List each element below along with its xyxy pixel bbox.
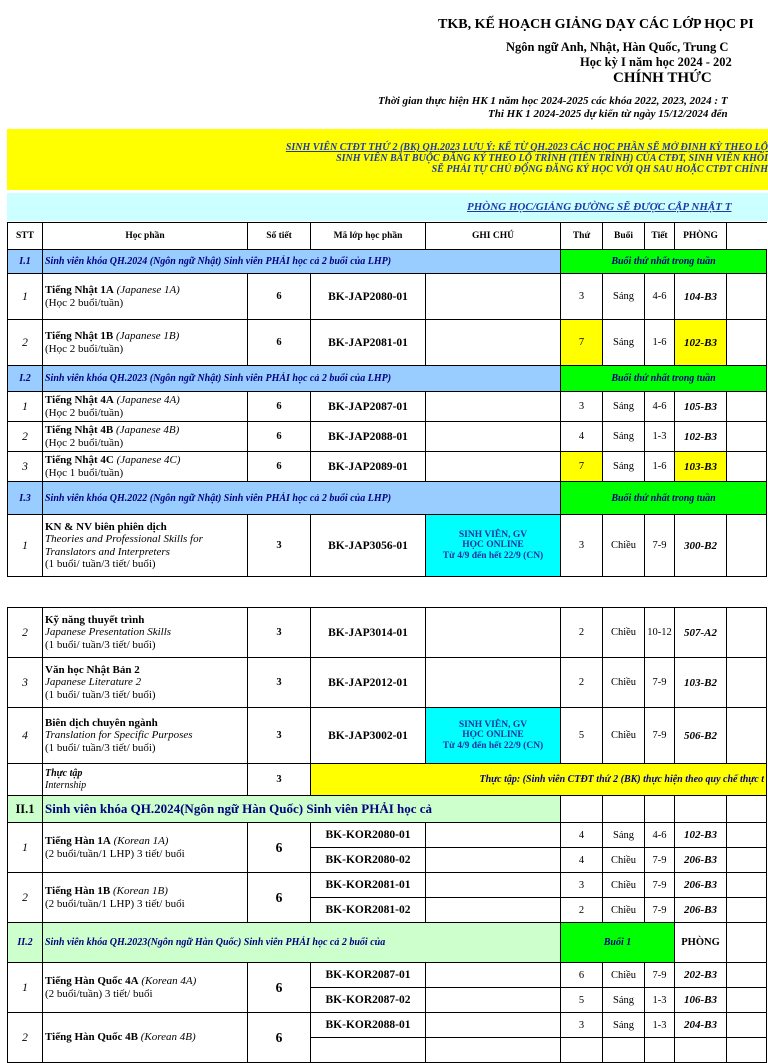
- session: Chiều: [603, 608, 645, 658]
- section-row: [8, 923, 767, 963]
- session: Sáng: [603, 988, 645, 1013]
- note: [426, 823, 561, 848]
- section-row: [8, 250, 767, 274]
- row-stt: 4: [8, 708, 43, 764]
- notice-banner: [7, 129, 768, 190]
- col-room: PHÒNG: [675, 223, 727, 250]
- period: 4-6: [645, 392, 675, 422]
- extra-cell: [727, 1038, 767, 1063]
- note: [426, 608, 561, 658]
- room: 105-B3: [675, 392, 727, 422]
- class-code: BK-KOR2080-02: [311, 848, 426, 873]
- period: 1-3: [645, 1013, 675, 1038]
- room: 206-B3: [675, 898, 727, 923]
- section-title: Sinh viên khóa QH.2024(Ngôn ngữ Hàn Quốc) Sinh viên PHẢI học cả: [43, 796, 561, 823]
- section-slot: Buổi 1: [561, 923, 675, 963]
- table-row: [8, 708, 767, 764]
- row-stt: 1: [8, 515, 43, 577]
- notice-line-2: SINH VIÊN BẮT BUỘC ĐĂNG KÝ THEO LỘ TRÌNH (TIẾN TRÌNH) CỦA CTĐT, SINH VIÊN KHÔI: [336, 153, 768, 164]
- period: 7-9: [645, 658, 675, 708]
- empty-cell: [675, 796, 727, 823]
- class-code: BK-KOR2087-01: [311, 963, 426, 988]
- course-name: Thực tập Internship: [43, 764, 248, 796]
- period: 1-3: [645, 422, 675, 452]
- course-name: Kỹ năng thuyết trình Japanese Presentation Skills (1 buổi/ tuần/3 tiết/ buổi): [43, 608, 248, 658]
- section-title: Sinh viên khóa QH.2023 (Ngôn ngữ Nhật) Sinh viên PHẢI học cả 2 buổi của LHP): [43, 366, 561, 392]
- note: [426, 1038, 561, 1063]
- day: 4: [561, 422, 603, 452]
- class-code: BK-JAP2081-01: [311, 320, 426, 366]
- day: 2: [561, 608, 603, 658]
- periods: 6: [248, 452, 311, 482]
- extra-cell: [727, 274, 767, 320]
- table-row: [8, 608, 767, 658]
- col-session: Buổi: [603, 223, 645, 250]
- session: Chiều: [603, 708, 645, 764]
- section-row: [8, 796, 767, 823]
- room: 103-B3: [675, 452, 727, 482]
- periods: 3: [248, 515, 311, 577]
- table-row: [8, 764, 767, 796]
- empty-cell: [603, 796, 645, 823]
- room: 104-B3: [675, 274, 727, 320]
- room-notice-bar: [7, 193, 768, 221]
- extra-cell: [727, 658, 767, 708]
- day: 2: [561, 658, 603, 708]
- schedule-table-2: [7, 607, 767, 1063]
- row-stt: 3: [8, 452, 43, 482]
- day: 5: [561, 988, 603, 1013]
- course-name: Tiếng Nhật 1A (Japanese 1A) (Học 2 buổi/tuần): [43, 274, 248, 320]
- extra-cell: [727, 823, 767, 848]
- period: 1-6: [645, 320, 675, 366]
- extra-cell: [727, 422, 767, 452]
- table-row: [8, 1013, 767, 1038]
- room: 300-B2: [675, 515, 727, 577]
- section-slot: Buổi thứ nhất trong tuần: [561, 366, 767, 392]
- day: 3: [561, 392, 603, 422]
- room: 507-A2: [675, 608, 727, 658]
- row-stt: 1: [8, 963, 43, 1013]
- day: 5: [561, 708, 603, 764]
- class-code: BK-JAP2087-01: [311, 392, 426, 422]
- status-label: CHÍNH THỨC: [613, 70, 712, 86]
- section-id: II.2: [8, 923, 43, 963]
- class-code: BK-KOR2080-01: [311, 823, 426, 848]
- note: [426, 988, 561, 1013]
- table-row: [8, 823, 767, 848]
- session: Chiều: [603, 873, 645, 898]
- section-title: Sinh viên khóa QH.2022 (Ngôn ngữ Nhật) Sinh viên PHẢI học cả 2 buổi của LHP): [43, 482, 561, 515]
- col-extra: [727, 223, 767, 250]
- day: 2: [561, 898, 603, 923]
- class-code: BK-KOR2081-02: [311, 898, 426, 923]
- table-row: [8, 392, 767, 422]
- day: 4: [561, 823, 603, 848]
- session: Chiều: [603, 898, 645, 923]
- session: Sáng: [603, 452, 645, 482]
- extra-cell: [727, 923, 767, 963]
- table-row: [8, 452, 767, 482]
- course-name: Tiếng Hàn 1B (Korean 1B) (2 buổi/tuần/1 LHP) 3 tiết/ buổi: [43, 873, 248, 923]
- class-code: BK-KOR2088-01: [311, 1013, 426, 1038]
- day: 3: [561, 274, 603, 320]
- session: Chiều: [603, 848, 645, 873]
- note: [426, 274, 561, 320]
- section-slot: Buổi thứ nhất trong tuần: [561, 482, 767, 515]
- note: [426, 1013, 561, 1038]
- period: 4-6: [645, 274, 675, 320]
- class-code: BK-JAP2080-01: [311, 274, 426, 320]
- note: [426, 963, 561, 988]
- period: 7-9: [645, 873, 675, 898]
- internship-note: Thực tập: (Sinh viên CTĐT thứ 2 (BK) thực hiện theo quy chế thực t: [311, 764, 767, 796]
- day: 3: [561, 1013, 603, 1038]
- course-name: Tiếng Nhật 4B (Japanese 4B) (Học 2 buổi/tuần): [43, 422, 248, 452]
- extra-cell: [727, 988, 767, 1013]
- section-title: Sinh viên khóa QH.2023(Ngôn ngữ Hàn Quốc) Sinh viên PHẢI học cả 2 buổi của: [43, 923, 561, 963]
- class-code: BK-JAP3002-01: [311, 708, 426, 764]
- periods: 6: [248, 873, 311, 923]
- day: 3: [561, 873, 603, 898]
- extra-cell: [727, 452, 767, 482]
- session: Chiều: [603, 963, 645, 988]
- session: Sáng: [603, 422, 645, 452]
- course-name: Tiếng Nhật 4A (Japanese 4A) (Học 2 buổi/tuần): [43, 392, 248, 422]
- session: Sáng: [603, 274, 645, 320]
- periods: 6: [248, 963, 311, 1013]
- period: 7-9: [645, 848, 675, 873]
- session: Sáng: [603, 823, 645, 848]
- extra-cell: [727, 708, 767, 764]
- notice-line-3: SẼ PHẢI TỰ CHỦ ĐỘNG ĐĂNG KÝ HỌC VỚI QH SAU HOẶC CTĐT CHÍNH: [431, 164, 768, 175]
- note: [426, 452, 561, 482]
- table-row: [8, 274, 767, 320]
- table-header-row: [8, 223, 767, 250]
- day: 7: [561, 452, 603, 482]
- empty-cell: [727, 796, 767, 823]
- col-periods: Số tiết: [248, 223, 311, 250]
- table-row: [8, 320, 767, 366]
- period: 10-12: [645, 608, 675, 658]
- section-row: [8, 482, 767, 515]
- row-stt: 1: [8, 392, 43, 422]
- section-id: I.1: [8, 250, 43, 274]
- section-id: I.3: [8, 482, 43, 515]
- note: [426, 873, 561, 898]
- day: 7: [561, 320, 603, 366]
- period: 7-9: [645, 515, 675, 577]
- note: [426, 848, 561, 873]
- semester-line: Học kỳ I năm học 2024 - 202: [580, 55, 732, 69]
- extra-cell: [727, 608, 767, 658]
- course-name: Biên dịch chuyên ngành Translation for Specific Purposes (1 buổi/ tuần/3 tiết/ buổi): [43, 708, 248, 764]
- room: 506-B2: [675, 708, 727, 764]
- periods: 6: [248, 1013, 311, 1063]
- col-course: Học phần: [43, 223, 248, 250]
- extra-cell: [727, 963, 767, 988]
- col-stt: STT: [8, 223, 43, 250]
- class-code: BK-JAP2088-01: [311, 422, 426, 452]
- periods: 6: [248, 320, 311, 366]
- note: [426, 658, 561, 708]
- session: Sáng: [603, 1013, 645, 1038]
- row-stt: 1: [8, 823, 43, 873]
- period: 1-6: [645, 452, 675, 482]
- row-stt: 2: [8, 873, 43, 923]
- course-name: Tiếng Hàn 1A (Korean 1A) (2 buổi/tuần/1 LHP) 3 tiết/ buổi: [43, 823, 248, 873]
- table-row: [8, 963, 767, 988]
- room-notice: PHÒNG HỌC/GIẢNG ĐƯỜNG SẼ ĐƯỢC CẬP NHẬT T: [467, 201, 732, 213]
- session: Sáng: [603, 320, 645, 366]
- periods: 3: [248, 658, 311, 708]
- periods: 3: [248, 764, 311, 796]
- document-title: TKB, KẾ HOẠCH GIẢNG DẠY CÁC LỚP HỌC PI: [438, 17, 754, 32]
- extra-cell: [727, 515, 767, 577]
- period: 7-9: [645, 898, 675, 923]
- section-id: I.2: [8, 366, 43, 392]
- class-code: BK-JAP2089-01: [311, 452, 426, 482]
- online-note: SINH VIÊN, GV HỌC ONLINE Từ 4/9 đến hết 22/9 (CN): [426, 515, 561, 577]
- schedule-period-note: Thời gian thực hiện HK 1 năm học 2024-2025 các khóa 2022, 2023, 2024 : T: [378, 95, 728, 107]
- table-row: [8, 515, 767, 577]
- section-room-label: PHÒNG: [675, 923, 727, 963]
- extra-cell: [727, 873, 767, 898]
- day: 6: [561, 963, 603, 988]
- row-stt: 2: [8, 1013, 43, 1063]
- session: Chiều: [603, 658, 645, 708]
- room: 102-B3: [675, 320, 727, 366]
- section-row: [8, 366, 767, 392]
- period: 4-6: [645, 823, 675, 848]
- section-title: Sinh viên khóa QH.2024 (Ngôn ngữ Nhật) Sinh viên PHẢI học cả 2 buổi của LHP): [43, 250, 561, 274]
- periods: 6: [248, 392, 311, 422]
- class-code: BK-KOR2081-01: [311, 873, 426, 898]
- room: 102-B3: [675, 422, 727, 452]
- note: [426, 392, 561, 422]
- class-code: BK-KOR2087-02: [311, 988, 426, 1013]
- course-name: Tiếng Nhật 4C (Japanese 4C) (Học 1 buổi/tuần): [43, 452, 248, 482]
- exam-period-note: Thi HK 1 2024-2025 dự kiến từ ngày 15/12/2024 đến: [488, 108, 728, 120]
- periods: 6: [248, 274, 311, 320]
- period: [645, 1038, 675, 1063]
- periods: 3: [248, 608, 311, 658]
- row-stt: 2: [8, 608, 43, 658]
- periods: 6: [248, 422, 311, 452]
- periods: 6: [248, 823, 311, 873]
- note: [426, 422, 561, 452]
- day: 3: [561, 515, 603, 577]
- room: 202-B3: [675, 963, 727, 988]
- row-stt: 3: [8, 658, 43, 708]
- room: [675, 1038, 727, 1063]
- col-note: GHI CHÚ: [426, 223, 561, 250]
- note: [426, 898, 561, 923]
- period: 1-3: [645, 988, 675, 1013]
- table-row: [8, 422, 767, 452]
- online-note: SINH VIÊN, GV HỌC ONLINE Từ 4/9 đến hết 22/9 (CN): [426, 708, 561, 764]
- class-code: BK-JAP3056-01: [311, 515, 426, 577]
- room: 103-B2: [675, 658, 727, 708]
- col-day: Thứ: [561, 223, 603, 250]
- extra-cell: [727, 848, 767, 873]
- course-name: Tiếng Nhật 1B (Japanese 1B) (Học 2 buổi/tuần): [43, 320, 248, 366]
- room: 102-B3: [675, 823, 727, 848]
- extra-cell: [727, 320, 767, 366]
- schedule-table-1: [7, 222, 767, 577]
- empty-cell: [561, 796, 603, 823]
- row-stt: [8, 764, 43, 796]
- room: 206-B3: [675, 848, 727, 873]
- day: 4: [561, 848, 603, 873]
- col-code: Mã lớp học phần: [311, 223, 426, 250]
- course-name: Tiếng Hàn Quốc 4B (Korean 4B): [43, 1013, 248, 1063]
- session: Sáng: [603, 392, 645, 422]
- day: [561, 1038, 603, 1063]
- extra-cell: [727, 898, 767, 923]
- course-name: Tiếng Hàn Quốc 4A (Korean 4A) (2 buổi/tuần) 3 tiết/ buổi: [43, 963, 248, 1013]
- class-code: BK-JAP2012-01: [311, 658, 426, 708]
- room: 206-B3: [675, 873, 727, 898]
- row-stt: 1: [8, 274, 43, 320]
- room: 204-B3: [675, 1013, 727, 1038]
- col-period: Tiết: [645, 223, 675, 250]
- table-row: [8, 658, 767, 708]
- course-name: Văn học Nhật Bản 2 Japanese Literature 2 (1 buổi/ tuần/3 tiết/ buổi): [43, 658, 248, 708]
- class-code: BK-JAP3014-01: [311, 608, 426, 658]
- empty-cell: [645, 796, 675, 823]
- note: [426, 320, 561, 366]
- notice-line-1: SINH VIÊN CTĐT THỨ 2 (BK) QH.2023 LƯU Ý: KỂ TỪ QH.2023 CÁC HỌC PHẦN SẼ MỞ ĐỊNH KỲ THEO LỘ: [285, 142, 768, 153]
- period: 7-9: [645, 708, 675, 764]
- extra-cell: [727, 1013, 767, 1038]
- session: [603, 1038, 645, 1063]
- periods: 3: [248, 708, 311, 764]
- document-subtitle: Ngôn ngữ Anh, Nhật, Hàn Quốc, Trung C: [506, 40, 729, 54]
- course-name: KN & NV biên phiên dịch Theories and Professional Skills for Translators and Interpreters (1 buổi/ tuần/3 tiết/ buổi): [43, 515, 248, 577]
- extra-cell: [727, 392, 767, 422]
- section-id: II.1: [8, 796, 43, 823]
- session: Chiều: [603, 515, 645, 577]
- room: 106-B3: [675, 988, 727, 1013]
- row-stt: 2: [8, 422, 43, 452]
- section-slot: Buổi thứ nhất trong tuần: [561, 250, 767, 274]
- period: 7-9: [645, 963, 675, 988]
- table-row: [8, 873, 767, 898]
- row-stt: 2: [8, 320, 43, 366]
- class-code: [311, 1038, 426, 1063]
